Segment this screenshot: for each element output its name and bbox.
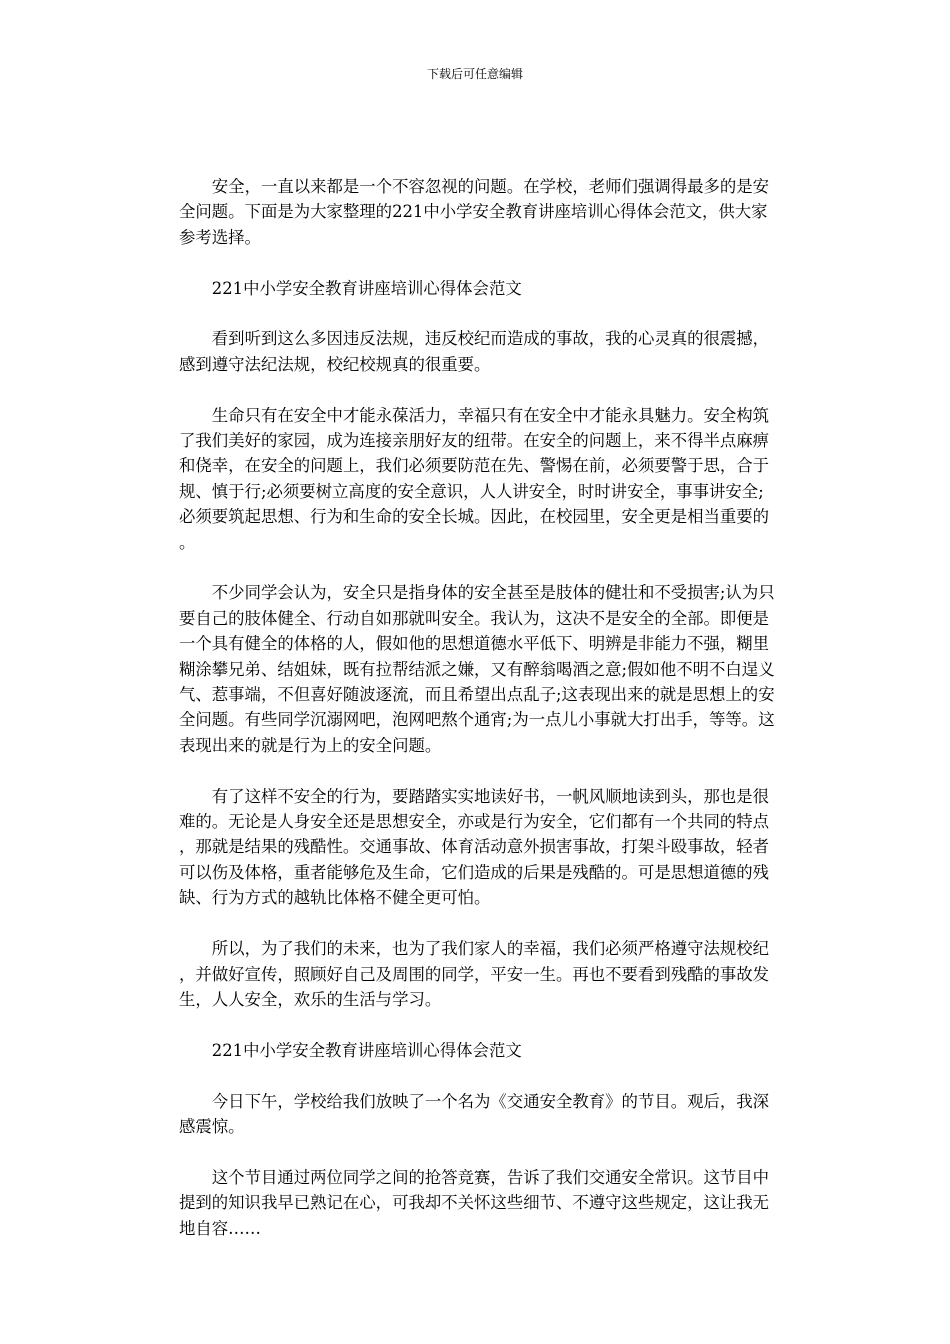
- article-body: [179, 174, 777, 1266]
- paragraph: 所以，为了我们的未来，也为了我们家人的幸福，我们必须严格遵守法规校纪，并做好宣传，照顾好自己及周围的同学，平安一生。再也不要看到残酷的事故发生，人人安全，欢乐的生活与学习。: [179, 939, 770, 1009]
- paragraph: 生命只有在安全中才能永葆活力，幸福只有在安全中才能永具魅力。安全构筑了我们美好的家园，成为连接亲朋好友的纽带。在安全的问题上，来不得半点麻痹和侥幸，在安全的问题上，我们必须要防范在先、警惕在前，必须要警于思，合于规、慎于行;必须要树立高度的安全意识，人人讲安全，时时讲安全，事事讲安全;必须要筑起思想、行为和生命的安全长城。因此，在校园里，安全更是相当重要的。: [179, 405, 770, 552]
- paragraph: 看到听到这么多因违反法规，违反校纪而造成的事故，我的心灵真的很震撼，感到遵守法纪法规，校纪校规真的很重要。: [179, 329, 770, 374]
- paragraph: 有了这样不安全的行为，要踏踏实实地读好书，一帆风顺地读到头，那也是很难的。无论是人身安全还是思想安全，亦或是行为安全，它们都有一个共同的特点，那就是结果的残酷性。交通事故、体育活动意外损害事故，打架斗殴事故，轻者可以伤及体格，重者能够危及生命，它们造成的后果是残酷的。可是思想道德的残缺、行为方式的越轨比体格不健全更可怕。: [179, 786, 770, 908]
- download-editable-note: 下载后可任意编辑: [426, 67, 523, 81]
- section-title: 221中小学安全教育讲座培训心得体会范文: [211, 278, 522, 298]
- paragraph-intro: 安全，一直以来都是一个不容忽视的问题。在学校，老师们强调得最多的是安全问题。下面是为大家整理的221中小学安全教育讲座培训心得体会范文，供大家参考选择。: [179, 177, 770, 247]
- paragraph: 这个节目通过两位同学之间的抢答竞赛，告诉了我们交通安全常识。这节目中提到的知识我早已熟记在心，可我却不关怀这些细节、不遵守这些规定，这让我无地自容……: [179, 1167, 770, 1238]
- section-title: 221中小学安全教育讲座培训心得体会范文: [211, 1040, 522, 1060]
- paragraph: 不少同学会认为，安全只是指身体的安全甚至是肢体的健壮和不受损害;认为只要自己的肢体健全、行动自如那就叫安全。我认为，这决不是安全的全部。即便是一个具有健全的体格的人，假如他的思想道德水平低下、明辨是非能力不强，糊里糊涂攀兄弟、结姐妹，既有拉帮结派之嫌，又有醉翁喝酒之意;假如他不明不白逞义气、惹事端，不但喜好随波逐流，而且希望出点乱子;这表现出来的就是思想上的安全问题。有些同学沉溺网吧，泡网吧熬个通宵;为一点儿小事就大打出手，等等。这表现出来的就是行为上的安全问题。: [179, 583, 775, 755]
- paragraph: 今日下午，学校给我们放映了一个名为《交通安全教育》的节目。观后，我深感震惊。: [179, 1091, 770, 1136]
